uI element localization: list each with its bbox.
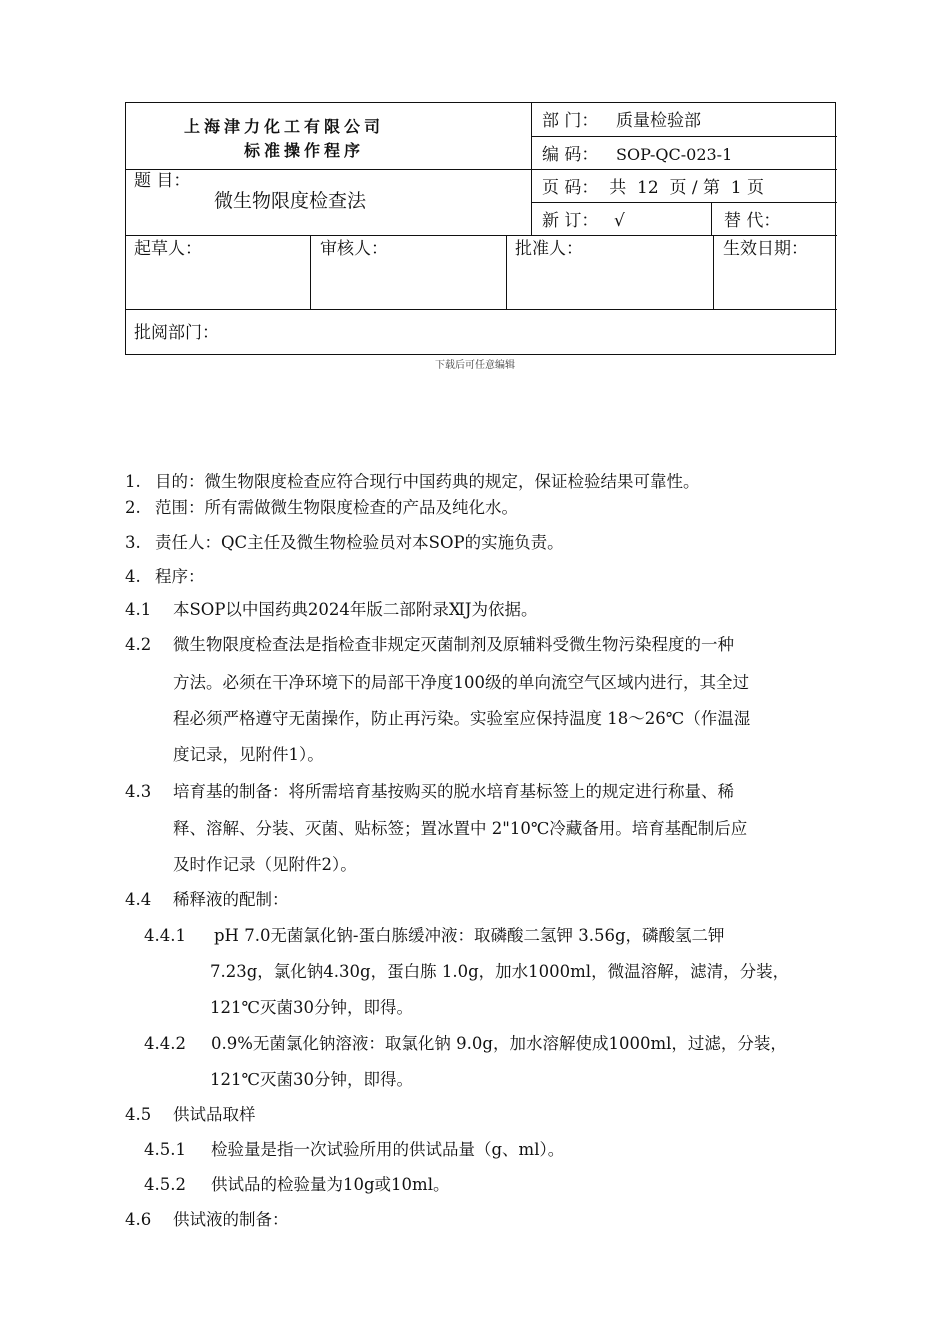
item-number: 4.6 [125, 1210, 152, 1229]
paragraph-line: 7.23g，氯化钠4.30g，蛋白胨 1.0g，加水1000ml，微温溶解，滤清，分装， [210, 962, 790, 981]
paragraph-line: 供试品的检验量为10g或10ml。 [211, 1175, 450, 1194]
page-number: 页 码： 共 12 页 / 第 1 页 [542, 178, 765, 198]
paragraph-line: 度记录，见附件1）。 [173, 745, 324, 764]
paragraph-line: 及时作记录（见附件2）。 [173, 855, 357, 874]
paragraph-line: 方法。必须在干净环境下的局部干净度100级的单向流空气区域内进行，其全过 [173, 673, 749, 692]
watermark-note: 下载后可任意编辑 [435, 360, 515, 371]
paragraph-line: 本SOP以中国药典2024年版二部附录ⅪJ为依据。 [173, 600, 538, 619]
responsibility-text: 责任人：QC主任及微生物检验员对本SOP的实施负责。 [155, 533, 564, 552]
item-number: 4.5.1 [144, 1140, 186, 1159]
header-table [125, 102, 836, 355]
approver-label: 批准人： [515, 239, 583, 259]
paragraph-line: 释、溶解、分装、灭菌、贴标签；置冰置中 2"10℃冷藏备用。培育基配制后应 [173, 819, 748, 838]
revision-check: √ [614, 211, 625, 231]
replace-label: 替 代： [724, 211, 781, 231]
paragraph-line: 121℃灭菌30分钟，即得。 [210, 1070, 413, 1089]
review-department-label: 批阅部门： [134, 323, 219, 343]
paragraph-line: 0.9%无菌氯化钠溶液：取氯化钠 9.0g，加水溶解使成1000ml，过滤，分装， [211, 1034, 787, 1053]
paragraph-line: 供试品取样 [173, 1105, 256, 1124]
company-name: 上海津力化工有限公司 [184, 117, 385, 136]
revision-label: 新 订： [542, 211, 599, 231]
paragraph-line: 微生物限度检查法是指检查非规定灭菌制剂及原辅料受微生物污染程度的一种 [173, 635, 734, 654]
item-number: 4.5 [125, 1105, 152, 1124]
item-number: 4.4.1 [144, 926, 186, 945]
item-number: 4. [125, 567, 141, 586]
drafter-label: 起草人： [134, 239, 202, 259]
paragraph-line: 培育基的制备：将所需培育基按购买的脱水培育基标签上的规定进行称量、稀 [173, 782, 734, 801]
item-number: 3. [125, 533, 141, 552]
department-label: 部 门： [542, 111, 599, 131]
subject-value: 微生物限度检查法 [214, 190, 367, 212]
scope-text: 范围：所有需做微生物限度检查的产品及纯化水。 [155, 498, 518, 517]
subject-label: 题 目： [134, 171, 191, 191]
procedure-heading: 程序： [155, 567, 205, 586]
code-label: 编 码： [542, 145, 599, 165]
item-number: 4.3 [125, 782, 152, 801]
item-number: 2. [125, 498, 141, 517]
paragraph-line: 检验量是指一次试验所用的供试品量（g、ml）。 [211, 1140, 565, 1159]
item-number: 4.2 [125, 635, 152, 654]
item-number: 4.1 [125, 600, 152, 619]
document-type: 标准操作程序 [244, 141, 365, 160]
reviewer-label: 审核人： [320, 239, 388, 259]
paragraph-line: 程必须严格遵守无菌操作，防止再污染。实验室应保持温度 18～26℃（作温湿 [173, 709, 751, 728]
paragraph-line: pH 7.0无菌氯化钠-蛋白胨缓冲液：取磷酸二氢钾 3.56g，磷酸氢二钾 [214, 926, 725, 945]
paragraph-line: 121℃灭菌30分钟，即得。 [210, 998, 413, 1017]
code-value: SOP-QC-023-1 [616, 145, 733, 164]
item-number: 4.4 [125, 890, 152, 909]
item-number: 4.5.2 [144, 1175, 186, 1194]
item-number: 1. [125, 472, 141, 491]
paragraph-line: 稀释液的配制： [173, 890, 289, 909]
effective-date-label: 生效日期： [723, 239, 808, 259]
purpose-text: 目的：微生物限度检查应符合现行中国药典的规定，保证检验结果可靠性。 [155, 472, 700, 491]
department-value: 质量检验部 [616, 111, 701, 131]
paragraph-line: 供试液的制备： [173, 1210, 289, 1229]
item-number: 4.4.2 [144, 1034, 186, 1053]
